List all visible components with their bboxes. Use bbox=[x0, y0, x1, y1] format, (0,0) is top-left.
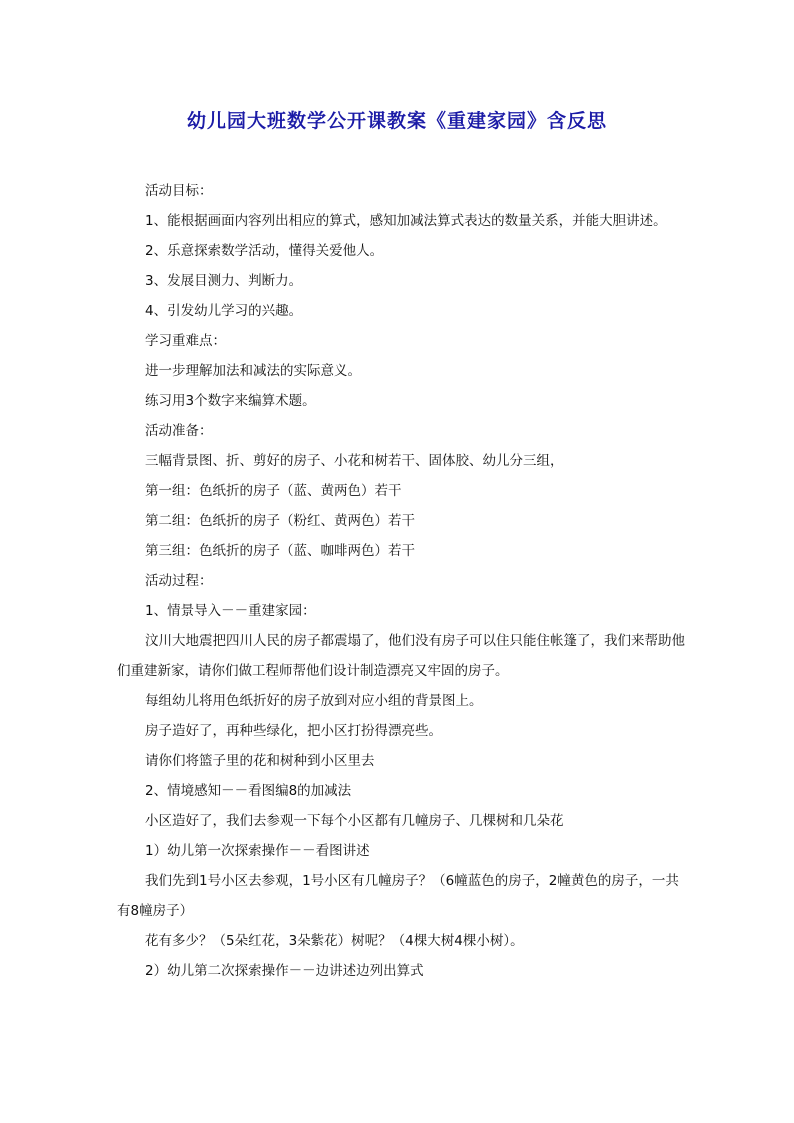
paragraph-activity-goals-heading: 活动目标： bbox=[145, 183, 213, 199]
paragraph-goal-2: 2、乐意探索数学活动，懂得关爱他人。 bbox=[145, 243, 384, 259]
paragraph-second-exploration: 2）幼儿第二次探索操作－－边讲述边列出算式 bbox=[145, 963, 424, 979]
paragraph-visit-community: 小区造好了，我们去参观一下每个小区都有几幢房子、几棵树和几朵花 bbox=[145, 813, 564, 829]
paragraph-group-2: 第二组：色纸折的房子（粉红、黄两色）若干 bbox=[145, 513, 415, 529]
paragraph-greening: 房子造好了，再种些绿化，把小区打扮得漂亮些。 bbox=[145, 723, 442, 739]
paragraph-step-1: 1、情景导入－－重建家园： bbox=[145, 603, 316, 619]
paragraph-goal-3: 3、发展目测力、判断力。 bbox=[145, 273, 303, 289]
paragraph-key-points-heading: 学习重难点： bbox=[145, 333, 226, 349]
paragraph-preparation-materials: 三幅背景图、折、剪好的房子、小花和树若干、固体胶、幼儿分三组， bbox=[145, 453, 564, 469]
document-title: 幼儿园大班数学公开课教案《重建家园》含反思 bbox=[186, 110, 607, 132]
paragraph-goal-4: 4、引发幼儿学习的兴趣。 bbox=[145, 303, 303, 319]
paragraph-first-exploration: 1）幼儿第一次探索操作－－看图讲述 bbox=[145, 843, 370, 859]
paragraph-process-heading: 活动过程： bbox=[145, 573, 213, 589]
paragraph-group-1: 第一组：色纸折的房子（蓝、黄两色）若干 bbox=[145, 483, 402, 499]
paragraph-preparation-heading: 活动准备： bbox=[145, 423, 213, 439]
paragraph-step-2: 2、情境感知－－看图编8的加减法 bbox=[145, 783, 352, 799]
paragraph-earthquake-story: 汶川大地震把四川人民的房子都震塌了，他们没有房子可以住只能住帐篷了，我们来帮助他们重建新家，请你们做工程师帮他们设计制造漂亮又牢固的房子。 bbox=[117, 633, 685, 679]
paragraph-plant-flowers: 请你们将篮子里的花和树种到小区里去 bbox=[145, 753, 375, 769]
paragraph-group-3: 第三组：色纸折的房子（蓝、咖啡两色）若干 bbox=[145, 543, 415, 559]
paragraph-flowers-trees: 花有多少？（5朵红花，3朵紫花）树呢？（4棵大树4棵小树）。 bbox=[145, 933, 524, 949]
paragraph-key-point-1: 进一步理解加法和减法的实际意义。 bbox=[145, 363, 361, 379]
paragraph-place-houses: 每组幼儿将用色纸折好的房子放到对应小组的背景图上。 bbox=[145, 693, 483, 709]
document-body bbox=[117, 176, 691, 986]
paragraph-key-point-2: 练习用3个数字来编算术题。 bbox=[145, 393, 316, 409]
paragraph-goal-1: 1、能根据画面内容列出相应的算式，感知加减法算式表达的数量关系，并能大胆讲述。 bbox=[145, 213, 667, 229]
paragraph-visit-community-1: 我们先到1号小区去参观，1号小区有几幢房子？（6幢蓝色的房子，2幢黄色的房子，一共有8幢房子） bbox=[117, 873, 679, 919]
